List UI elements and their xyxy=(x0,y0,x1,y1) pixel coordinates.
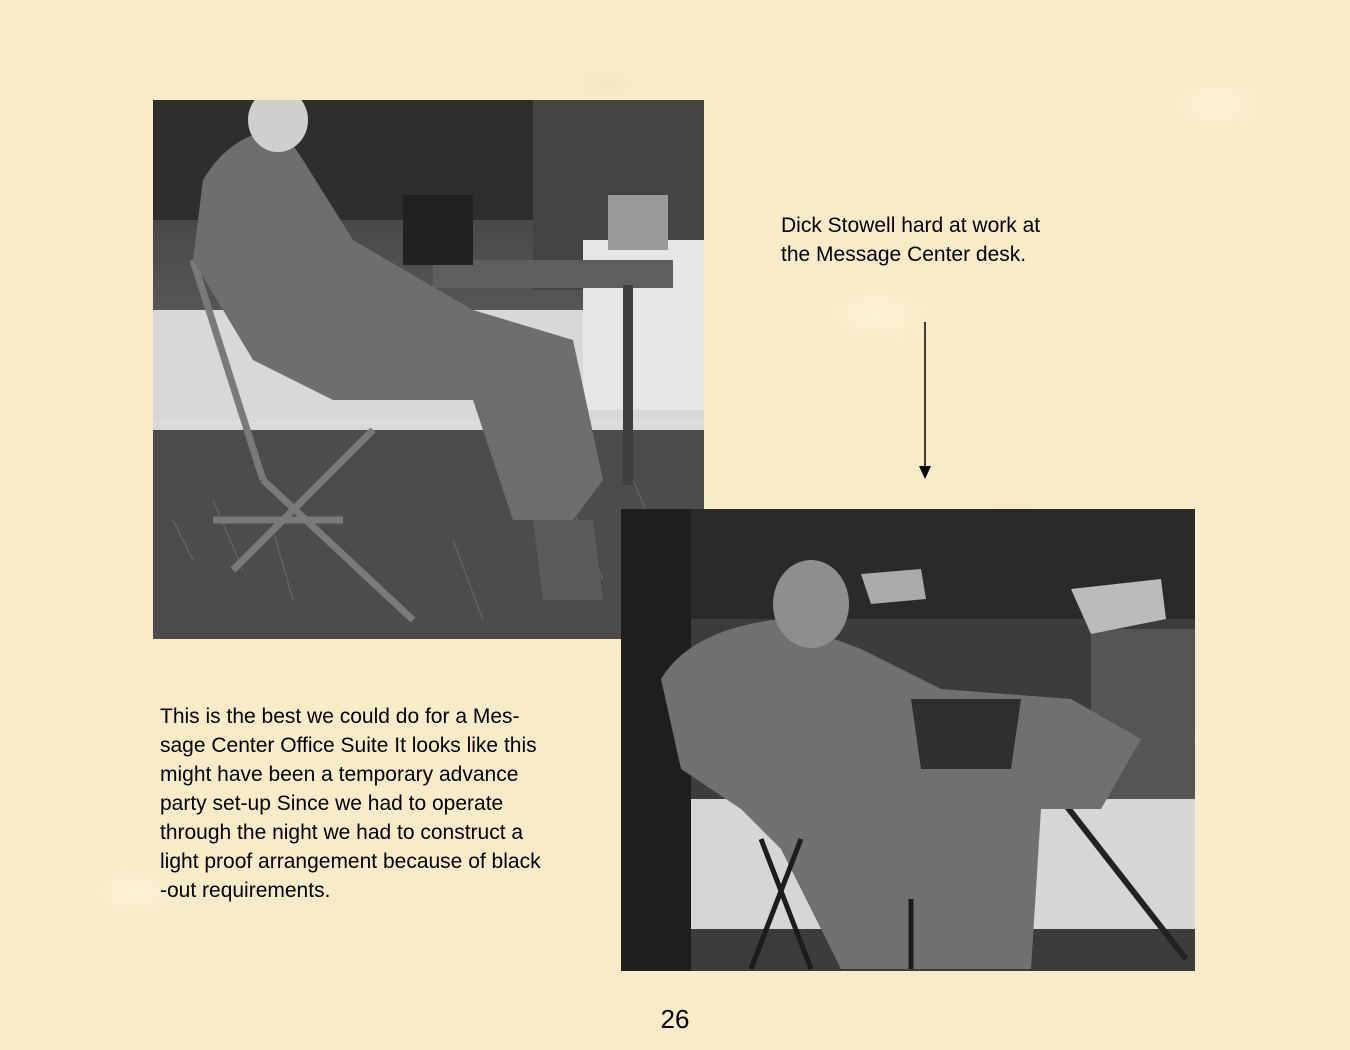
photo-image xyxy=(621,509,1195,971)
arrow-down-icon xyxy=(915,322,935,482)
page-number: 26 xyxy=(660,1004,690,1034)
photo-man-reclining xyxy=(621,509,1195,971)
caption-office-suite: This is the best we could do for a Mes- sage Center Office Suite It looks like this might have been a temporary advance party set-up Since we had to operate through the night we had to construct a light proof arrangement because of black -out requirements. xyxy=(160,705,541,902)
caption-dick-stowell: Dick Stowell hard at work at the Message Center desk. xyxy=(781,214,1041,266)
